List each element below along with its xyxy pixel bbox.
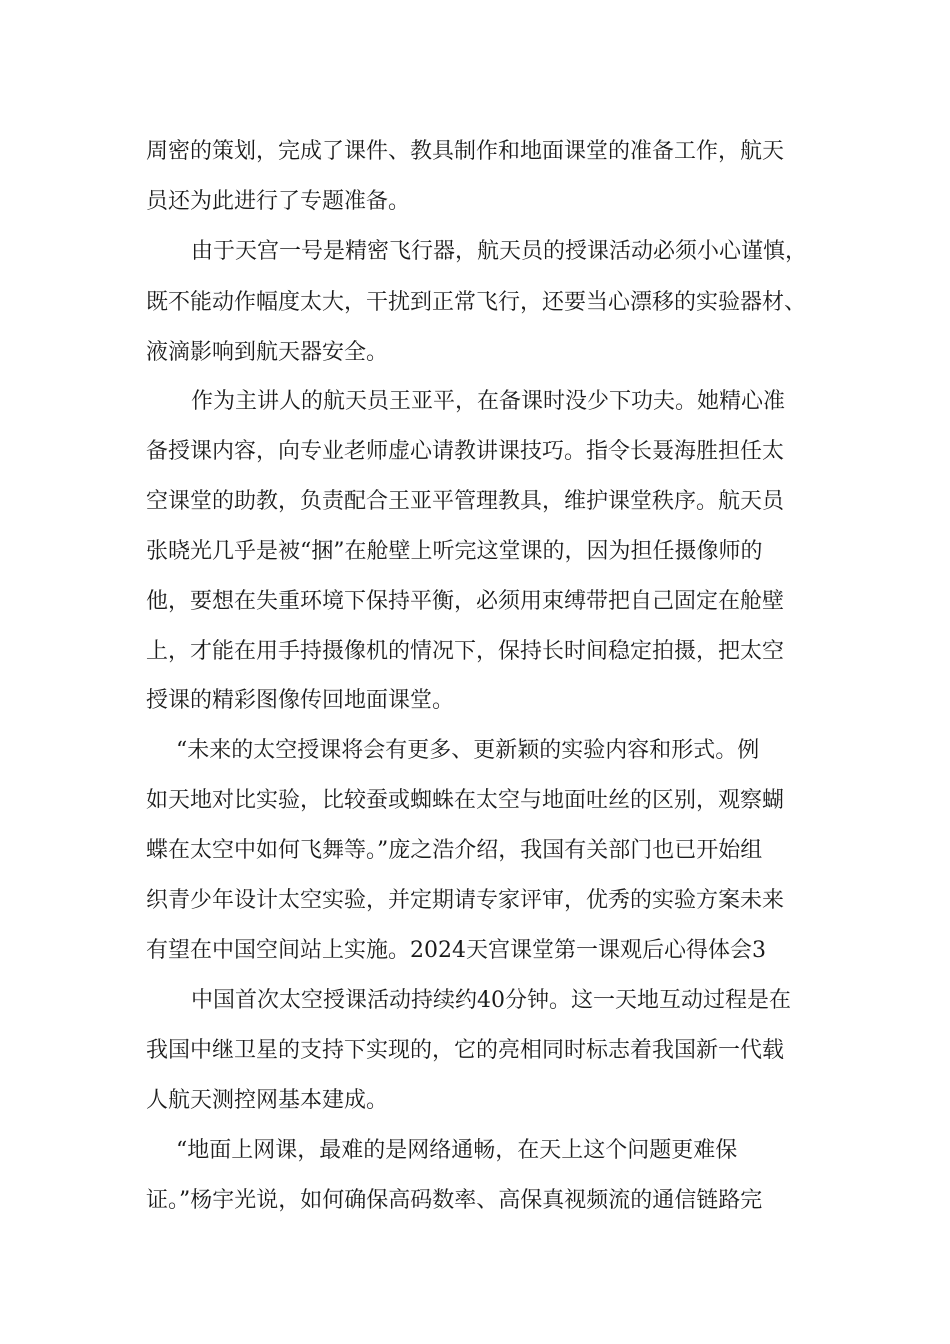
text-line-content: 空课堂的助教，负责配合王亚平管理教具，维护课堂秩序。航天员: [146, 489, 785, 514]
text-line-content: “地面上网课，最难的是网络通畅，在天上这个问题更难保: [176, 1138, 738, 1163]
text-line-content: 张晓光几乎是被“捆”在舱壁上听完这堂课的，因为担任摄像师的: [146, 539, 763, 564]
text-line-content: 我国中继卫星的支持下实现的，它的亮相同时标志着我国新一代载: [146, 1038, 785, 1063]
text-line-content: 既不能动作幅度太大，干扰到正常飞行，还要当心漂移的实验器材、: [146, 290, 807, 315]
text-line-content: 他，要想在失重环境下保持平衡，必须用束缚带把自己固定在舱壁: [146, 589, 785, 614]
text-line-content: 员还为此进行了专题准备。: [146, 189, 411, 214]
text-line-content: 由于天宫一号是精密飞行器，航天员的授课活动必须小心谨慎，: [191, 239, 808, 264]
text-line-content: 作为主讲人的航天员王亚平，在备课时没少下功夫。她精心准: [191, 389, 786, 414]
text-line-content: “未来的太空授课将会有更多、更新颖的实验内容和形式。例: [176, 738, 760, 763]
text-line-content: 授课的精彩图像传回地面课堂。: [146, 688, 455, 713]
text-line-content: 织青少年设计太空实验，并定期请专家评审，优秀的实验方案未来: [146, 888, 785, 913]
text-line-content: 人航天测控网基本建成。: [146, 1088, 389, 1113]
text-line-content: 液滴影响到航天器安全。: [146, 340, 389, 365]
text-line-content: 上，才能在用手持摄像机的情况下，保持长时间稳定拍摄，把太空: [146, 639, 785, 664]
text-line-content: 蝶在太空中如何飞舞等。”庞之浩介绍，我国有关部门也已开始组: [146, 838, 763, 863]
text-line-content: 备授课内容，向专业老师虚心请教讲课技巧。指令长聂海胜担任太: [146, 439, 785, 464]
text-line-content: 证。”杨宇光说，如何确保高码数率、高保真视频流的通信链路完: [146, 1188, 763, 1213]
text-line-content: 中国首次太空授课活动持续约40分钟。这一天地互动过程是在: [191, 988, 791, 1013]
text-line-content: 如天地对比实验，比较蚕或蜘蛛在太空与地面吐丝的区别，观察蝴: [146, 788, 785, 813]
text-line-content: 周密的策划，完成了课件、教具制作和地面课堂的准备工作，航天: [146, 139, 785, 164]
text-line-content: 有望在中国空间站上实施。2024天宫课堂第一课观后心得体会3: [146, 938, 766, 963]
